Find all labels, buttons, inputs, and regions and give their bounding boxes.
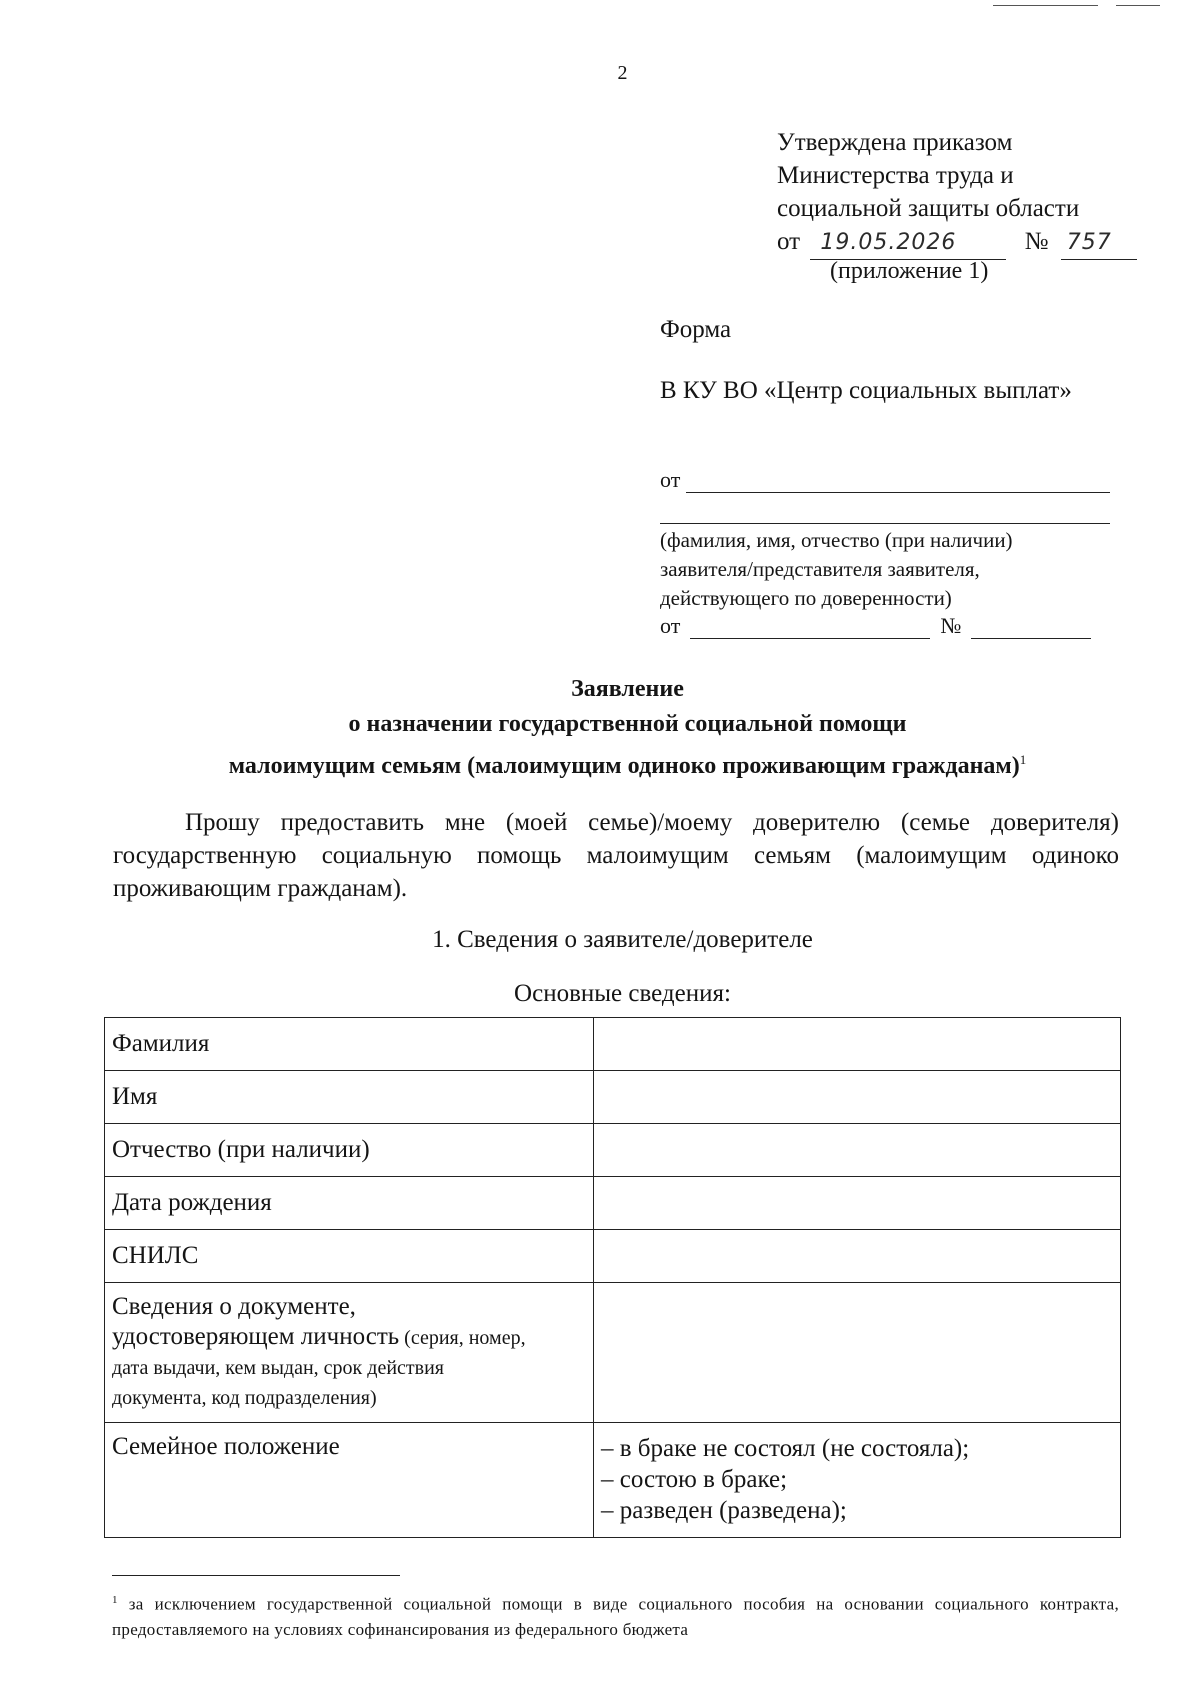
marital-option[interactable]: – состою в браке;: [601, 1466, 788, 1493]
row-label-line: Сведения о документе,: [112, 1293, 356, 1320]
title-line: [100, 742, 1155, 784]
power-of-attorney-number-sign: №: [940, 613, 962, 638]
document-title: [100, 672, 1155, 784]
row-label: Семейное положение: [105, 1423, 594, 1538]
approval-line: социальной защиты области: [777, 195, 1080, 222]
approval-line: Министерства труда и: [777, 162, 1014, 189]
table-row: [105, 1423, 1121, 1538]
power-of-attorney-row: [660, 613, 1110, 639]
scan-edge-mark: [993, 5, 1098, 6]
approval-date-row: [777, 225, 1177, 260]
marital-option[interactable]: – разведен (разведена);: [601, 1497, 847, 1524]
section-heading: 1. Сведения о заявителе/доверителе: [432, 926, 813, 953]
row-value[interactable]: [594, 1283, 1121, 1423]
request-paragraph: Прошу предоставить мне (моей семье)/моему доверителю (семье доверителя) государственную социальную помощь малоимущим семьям (малоимущим одиноко проживающим гражданам).: [113, 809, 1119, 902]
caption-line: действующего по доверенности): [660, 586, 952, 610]
row-label-detail: дата выдачи, кем выдан, срок действия: [112, 1357, 444, 1379]
row-label: Фамилия: [105, 1018, 594, 1071]
power-of-attorney-date-line[interactable]: [690, 616, 930, 639]
caption-line: (фамилия, имя, отчество (при наличии): [660, 528, 1013, 552]
approval-number-sign: №: [1024, 228, 1049, 255]
approval-number-handwritten: 757: [1066, 230, 1112, 255]
row-label: Дата рождения: [105, 1177, 594, 1230]
footnote: [112, 1588, 1119, 1642]
row-label: Отчество (при наличии): [105, 1124, 594, 1177]
approval-date-prefix: от: [777, 228, 801, 255]
row-label-detail: (серия, номер,: [399, 1327, 526, 1349]
table-row: [105, 1018, 1121, 1071]
applicant-info-table: [104, 1017, 1121, 1538]
row-label: СНИЛС: [105, 1230, 594, 1283]
title-line-text: малоимущим семьям (малоимущим одиноко проживающим гражданам): [228, 753, 1020, 779]
row-value[interactable]: [594, 1230, 1121, 1283]
table-row: [105, 1071, 1121, 1124]
title-line: о назначении государственной социальной помощи: [348, 711, 907, 737]
form-label: Форма: [660, 316, 732, 343]
approval-line: Утверждена приказом: [777, 129, 1013, 156]
footnote-text: за исключением государственной социальной помощи в виде социального пособия на основании социального контракта, предоставляемого на условиях софинансирования из федерального бюджета: [112, 1594, 1119, 1639]
marital-status-options: [594, 1423, 1121, 1538]
page-number: 2: [617, 62, 628, 84]
subheading: Основные сведения:: [514, 980, 731, 1007]
table-row: [105, 1230, 1121, 1283]
recipient: В КУ ВО «Центр социальных выплат»: [660, 377, 1072, 404]
applicant-name-line[interactable]: [686, 470, 1110, 493]
applicant-from-row: [660, 463, 1110, 493]
row-label-text: удостоверяющем личность: [112, 1323, 400, 1350]
footnote-mark: 1: [1019, 752, 1027, 767]
power-of-attorney-from-label: от: [660, 613, 681, 638]
scan-edge-mark: [1116, 5, 1160, 6]
footnote-separator: [112, 1575, 400, 1576]
approval-date-field: [810, 225, 1006, 260]
approval-number-field: [1061, 225, 1137, 260]
applicant-block: [660, 463, 1110, 639]
row-label-detail: документа, код подразделения): [112, 1387, 377, 1409]
row-label: Имя: [105, 1071, 594, 1124]
caption-line: заявителя/представителя заявителя,: [660, 557, 980, 581]
table-row: [105, 1124, 1121, 1177]
table-row: [105, 1177, 1121, 1230]
approval-date-handwritten: 19.05.2026: [820, 230, 957, 255]
row-value[interactable]: [594, 1124, 1121, 1177]
applicant-from-label: от: [660, 467, 681, 492]
power-of-attorney-number-line[interactable]: [971, 616, 1091, 639]
appendix-note: (приложение 1): [830, 258, 989, 284]
row-value[interactable]: [594, 1018, 1121, 1071]
applicant-name-line-2[interactable]: [660, 493, 1110, 524]
document-row-label: [105, 1283, 594, 1423]
title-line: Заявление: [571, 676, 684, 702]
row-label-line: [112, 1322, 586, 1353]
table-row: [105, 1283, 1121, 1423]
applicant-caption: [660, 526, 1110, 613]
row-value[interactable]: [594, 1071, 1121, 1124]
row-value[interactable]: [594, 1177, 1121, 1230]
approval-block: [777, 126, 1177, 260]
marital-option[interactable]: – в браке не состоял (не состояла);: [601, 1435, 970, 1462]
footnote-mark: 1: [112, 1594, 118, 1606]
